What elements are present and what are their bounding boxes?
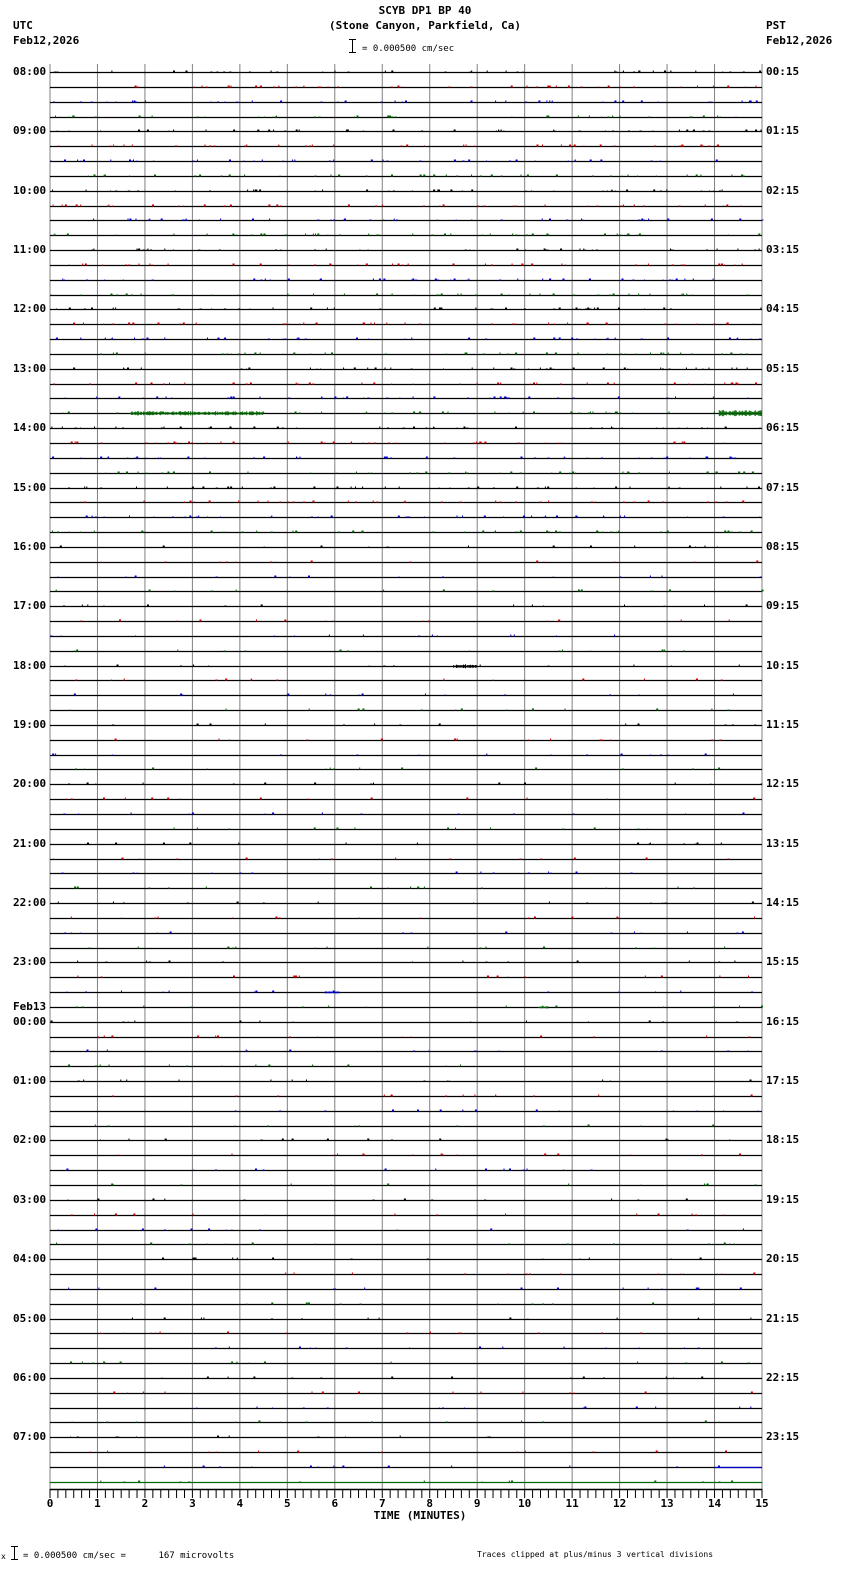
x-tick-label: 11 — [565, 1497, 579, 1510]
utc-hour-label: 02:00 — [13, 1133, 47, 1147]
x-tick-label: 8 — [426, 1497, 434, 1510]
x-tick-label: 10 — [518, 1497, 532, 1510]
pst-hour-label: 09:15 — [766, 599, 800, 613]
utc-hour-label: 09:00 — [13, 124, 47, 138]
pst-hour-label: 07:15 — [766, 480, 800, 494]
x-tick-label: 7 — [378, 1497, 386, 1510]
pst-hour-label: 02:15 — [766, 183, 800, 197]
pst-hour-label: 12:15 — [766, 777, 800, 791]
pst-hour-label: 21:15 — [766, 1311, 800, 1325]
pst-hour-label: 19:15 — [766, 1192, 800, 1206]
pst-hour-label: 23:15 — [766, 1430, 800, 1444]
chart-subtitle: (Stone Canyon, Parkfield, Ca) — [328, 19, 522, 32]
utc-hour-label: 15:00 — [13, 480, 47, 494]
utc-hour-label: 13:00 — [13, 361, 47, 375]
utc-hour-label: 11:00 — [13, 243, 47, 257]
utc-hour-label: 08:00 — [13, 65, 47, 78]
pst-hour-label: 13:15 — [766, 836, 800, 850]
pst-hour-label: 17:15 — [766, 1074, 800, 1088]
x-tick-label: 4 — [236, 1497, 244, 1510]
pst-hour-label: 03:15 — [766, 243, 800, 257]
x-tick-label: 13 — [660, 1497, 674, 1510]
utc-hour-label: 16:00 — [13, 539, 47, 553]
clip-note: Traces clipped at plus/minus 3 vertical divisions — [477, 1550, 714, 1559]
utc-hour-label: 05:00 — [13, 1311, 47, 1325]
utc-hour-label: 04:00 — [13, 1252, 47, 1266]
pst-hour-label: 06:15 — [766, 421, 800, 435]
pst-hour-label: 10:15 — [766, 658, 800, 672]
scale-bar-icon — [352, 39, 353, 53]
x-axis-label: TIME (MINUTES) — [373, 1509, 467, 1522]
pst-hour-label: 08:15 — [766, 539, 800, 553]
utc-hour-label: 03:00 — [13, 1192, 47, 1206]
utc-hour-label: 00:00 — [13, 1014, 47, 1028]
right-timezone: PST — [766, 19, 786, 32]
x-tick-label: 2 — [141, 1497, 149, 1510]
x-tick-label: 6 — [331, 1497, 339, 1510]
pst-hour-label: 20:15 — [766, 1252, 800, 1266]
x-tick-label: 0 — [46, 1497, 54, 1510]
utc-hour-label: 18:00 — [13, 658, 47, 672]
x-tick-label: 14 — [707, 1497, 722, 1510]
pst-hour-label: 14:15 — [766, 896, 800, 910]
right-date: Feb12,2026 — [766, 34, 833, 47]
utc-hour-label: 17:00 — [13, 599, 47, 613]
footer-scale-prefix: x — [1, 1552, 6, 1561]
footer-scale-text: = 0.000500 cm/sec = 167 microvolts — [23, 1551, 235, 1561]
x-tick-label: 5 — [284, 1497, 291, 1510]
utc-hour-label: 21:00 — [13, 836, 47, 850]
utc-hour-label: 12:00 — [13, 302, 47, 316]
x-tick-label: 12 — [612, 1497, 627, 1510]
pst-hour-label: 16:15 — [766, 1014, 800, 1028]
utc-hour-label: 23:00 — [13, 955, 47, 969]
utc-hour-label: 10:00 — [13, 183, 47, 197]
utc-hour-label: 07:00 — [13, 1430, 47, 1444]
scale-label: = 0.000500 cm/sec — [362, 44, 455, 54]
utc-hour-label: 01:00 — [13, 1074, 47, 1088]
utc-hour-label: 19:00 — [13, 717, 47, 731]
pst-hour-label: 00:15 — [766, 65, 800, 78]
left-date: Feb12,2026 — [13, 34, 80, 47]
pst-hour-label: 04:15 — [766, 302, 800, 316]
date-change-label: Feb13 — [13, 999, 47, 1013]
pst-hour-label: 11:15 — [766, 717, 800, 731]
x-tick-label: 1 — [94, 1497, 101, 1510]
utc-hour-label: 06:00 — [13, 1370, 47, 1384]
x-tick-label: 15 — [755, 1497, 769, 1510]
pst-hour-label: 18:15 — [766, 1133, 800, 1147]
utc-hour-label: 14:00 — [13, 421, 47, 435]
pst-hour-label: 15:15 — [766, 955, 800, 969]
utc-hour-label: 22:00 — [13, 896, 47, 910]
pst-hour-label: 01:15 — [766, 124, 800, 138]
chart-title: SCYB DP1 BP 40 — [378, 4, 472, 17]
footer-scale-bar-icon — [14, 1546, 15, 1560]
left-timezone: UTC — [13, 19, 33, 32]
utc-hour-label: 20:00 — [13, 777, 47, 791]
x-tick-label: 3 — [189, 1497, 196, 1510]
x-tick-label: 9 — [473, 1497, 481, 1510]
pst-hour-label: 05:15 — [766, 361, 800, 375]
pst-hour-label: 22:15 — [766, 1370, 800, 1384]
